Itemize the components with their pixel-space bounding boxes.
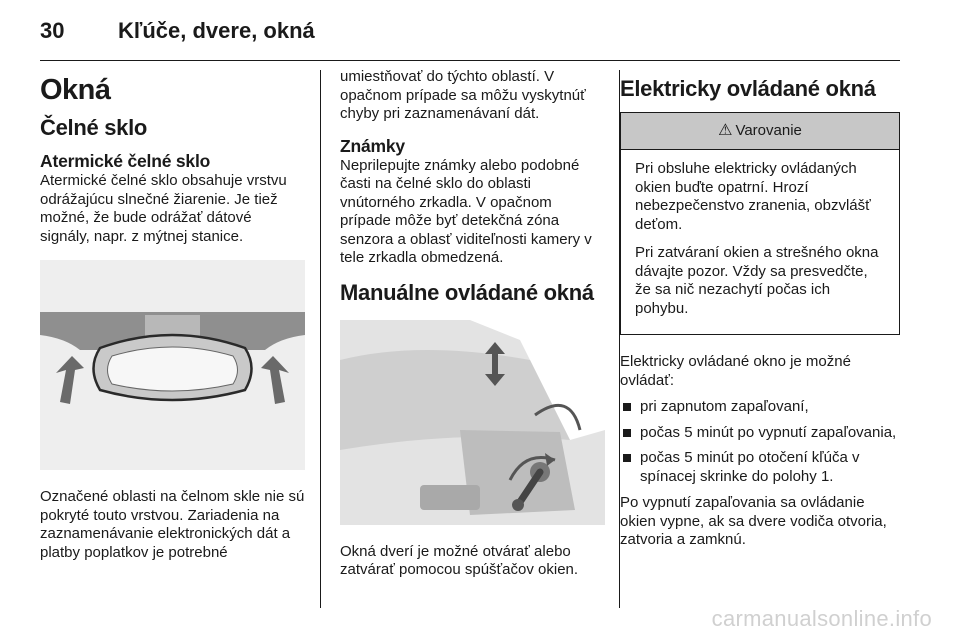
paragraph-ignition-off: Po vypnutí zapaľovania sa ovládanie okien vypne, ak sa dvere vodiča otvoria, zatvoria a zamknú.: [620, 494, 887, 548]
paragraph-window-winders: Okná dverí je možné otvárať alebo zatvárať pomocou spúšťačov okien.: [340, 542, 579, 578]
paragraph-continued: umiestňovať do týchto oblastí. V opačnom prípade sa môžu vyskytnúť chyby pri zaznamenávaní dát.: [340, 68, 586, 122]
header-rule: [40, 60, 900, 61]
paragraph-athermic-intro: Atermické čelné sklo obsahuje vrstvu odrážajúcu slnečné žiarenie. Je tiež možné, že bude odrážať dátové signály, napr. z mýtnej stanice.: [40, 172, 287, 245]
bullet-square-icon: [623, 454, 631, 462]
bullet-square-icon: [623, 429, 631, 437]
bullet-list: [620, 398, 900, 486]
column-1: [40, 68, 305, 570]
bullet-item: počas 5 minút po otočení kľúča v spínacej skrinke do polohy 1.: [620, 449, 900, 486]
page-number: 30: [40, 18, 65, 43]
section-title-windows: Okná: [40, 74, 111, 106]
warning-paragraph-2: Pri zatváraní okien a strešného okna dávajte pozor. Vždy sa presvedčte, že sa nič nezachytí počas ich pohybu.: [635, 244, 879, 317]
paragraph-power-windows-operable: Elektricky ovládané okno je možné ovládať:: [620, 353, 851, 389]
column-3: [620, 68, 900, 558]
window-crank-icon: [340, 320, 605, 525]
warning-paragraph-1: Pri obsluhe elektricky ovládaných okien buďte opatrní. Hrozí nebezpečenstvo zranenia, obzvlášť deťom.: [635, 160, 871, 233]
column-divider-1: [320, 70, 321, 608]
watermark: carmanualsonline.info: [711, 606, 932, 631]
running-title: Kľúče, dvere, okná: [118, 18, 315, 43]
page-header: [40, 18, 920, 58]
warning-triangle-icon: ⚠: [718, 122, 733, 139]
subsection-title-windscreen: Čelné sklo: [40, 115, 148, 140]
rearview-mirror-icon: [40, 260, 305, 470]
window-crank-illustration: [340, 320, 605, 525]
heading-stickers: Známky: [340, 135, 405, 156]
bullet-square-icon: [623, 403, 631, 411]
section-title-power-windows: Elektricky ovládané okná: [620, 76, 876, 101]
warning-body: [621, 150, 899, 334]
rearview-mirror-illustration: [40, 260, 305, 470]
subsection-title-manual-windows: Manuálne ovládané okná: [340, 279, 594, 305]
heading-athermic-windscreen: Atermické čelné sklo: [40, 151, 211, 171]
bullet-item: počas 5 minút po vypnutí zapaľovania,: [620, 424, 900, 443]
bullet-item: pri zapnutom zapaľovaní,: [620, 398, 900, 417]
paragraph-stickers: Neprilepujte známky alebo podobné časti na čelné sklo do oblasti vnútorného zrkadla. V opačnom prípade môže byť detekčná zóna senzora a oblasť viditeľnosti kamery v tele zrkadla obmedzená.: [340, 156, 592, 266]
warning-title: Varovanie: [735, 122, 802, 139]
warning-header: [621, 113, 899, 150]
warning-box: [620, 112, 900, 335]
paragraph-marked-areas: Označené oblasti na čelnom skle nie sú pokryté touto vrstvou. Zariadenia na zaznamenávanie elektronických dát a platby poplatkov je potrebné: [40, 488, 305, 561]
column-2: [340, 68, 605, 588]
